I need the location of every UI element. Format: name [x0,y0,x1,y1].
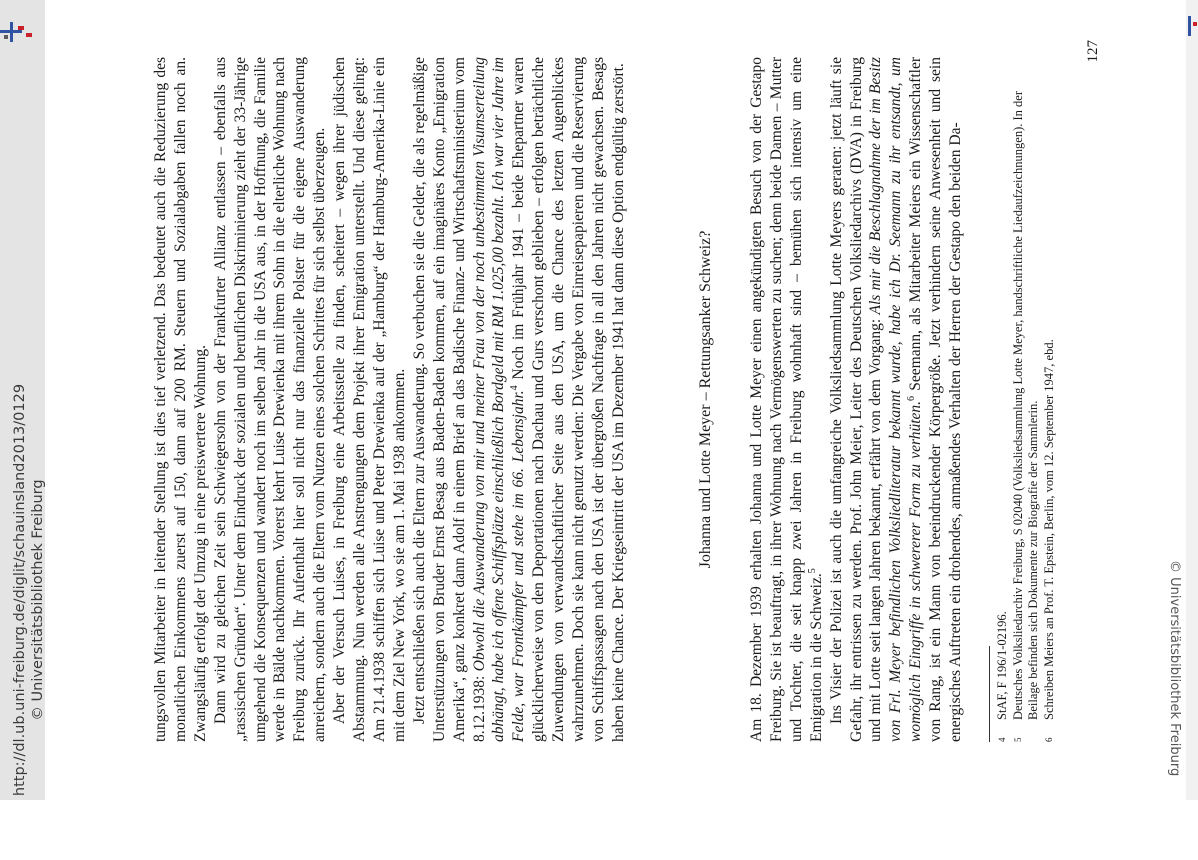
footnote-divider [989,646,990,742]
footnote-ref[interactable]: 5 [806,568,818,574]
footnote-text: StAF, F 196/1-02196. [995,611,1009,720]
section-heading: Johanna und Lotte Meyer – Rettungsanker Schweiz? [697,230,714,569]
body-text-block-1 [151,57,629,742]
footnote-ref[interactable]: 4 [509,385,521,391]
footnote-number: 4 [997,737,1007,742]
right-viewer-margin [1186,0,1198,800]
footnotes [995,57,1057,742]
footnote-ref[interactable]: 6 [906,395,918,401]
paragraph-text: Am 18. Dezember 1939 erhalten Johanna und Lotte Meyer einen angekündigten Besuch von der Gestapo Freiburg. Sie ist beauftragt, in ihrer Wohnung nach Vermögenswerten zu suchen; denn beide Damen – Mutter und Tochter, die seit knapp zwei Jahren in Freiburg wohnhaft sind – bemühen sich intensiv um eine Emigration in die Schweiz. [748,57,825,742]
footnote-text: Schreiben Meiers an Prof. T. Epstein, Berlin, vom 12. September 1947, ebd. [1041,339,1056,720]
footnote [1011,57,1042,742]
quote-text: Obwohl die Auswanderung von mir und meiner Frau von der noch unbestimmten Visumserteilung abhängt, habe ich offene Schiffsplätze einschließlich Bordgeld mit RM 1.025,00 bezahlt. Ich war vier Jahre im Felde, war Frontkämpfer und stehe im 66. Lebensjahr. [470,57,528,742]
paragraph-text: Ins Visier der Polizei ist auch die umfangreiche Volksliedsammlung Lotte Meyers geraten: jetzt läuft sie Gefahr, ihr entrissen zu werden. Prof. John Meier, Leiter des Deutschen Volksliedarchivs (DVA) in Freiburg und mit Lotte seit langen Jahren bekannt, erfährt von dem Vorgang: [827,57,885,742]
scanned-page [45,0,1186,800]
paragraph: Dann wird zu gleichen Zeit sein Schwiegersohn von der Frankfurter Allianz entlassen – ebenfalls aus „rassischen Gründen“. Unter dem Eindruck der sozialen und beruflichen Diskriminierung zieht der 33-Jährige umgehend die Konsequenzen und wandert noch im selben Jahr in die USA aus, in der Hoffnung, die Familie werde in Bälde nachkommen. Vorerst kehrt Luise Drewienka mit ihrem Sohn in die elterliche Wohnung nach Freiburg zurück. Ihr Aufenthalt hier soll nicht nur das finanzielle Polster für die eigene Auswanderung anreichern, sondern auch die Eltern vom Nutzen eines solchen Schrittes für sich selbst überzeugen. [211,57,329,742]
watermark-right: © Universitätsbibliothek Freiburg [1167,560,1182,777]
paragraph-text: Jetzt entschließen sich auch die Eltern zur Auswanderung. So verbuchen sie die Gelder, die als regelmäßige Unterstützungen von Bruder Ernst Besag aus Baden-Baden kommen, auf ein imaginäres Konto „Emigration Amerika“, ganz konkret dann Adolf in einem Brief an das Badische Finanz- und Wirtschaftsministerium vom 8.12.1938: [410,57,488,742]
footnote [995,57,1011,742]
quote-text: Als mir die Beschlagnahme der im Besitz von Frl. Meyer befindlichen Volksliedliteratur bekannt wurde, habe ich Dr. Seemann zu ihr entsandt, um womöglich Eingriffe in schwererer Form zu verhüten. [867,57,925,742]
page-number: 127 [1085,40,1101,63]
paragraph-text: Seemann, als Mitarbeiter Meiers ein Wissenschaftler von Rang, ist ein Mann von beeindruckender Körpergröße. Jetzt verhindern seine Anwesenheit und sein energisches Auftreten ein drohendes, anmaßendes Verhalten der Herren der Gestapo den beiden Da- [907,57,965,742]
footnote-text: Deutsches Volksliedarchiv Freiburg, S 02040 (Volksliedsammlung Lotte Meyer, handschriftliche Liedaufzeichnungen). In der Beilage befinden sich Dokumente zur Biografie der Sammlerin. [1010,91,1040,720]
paragraph: Aber der Versuch Luises, in Freiburg eine Arbeitsstelle zu finden, scheitert – wegen ihrer jüdischen Abstammung. Nun werden alle Anstrengungen dem Projekt ihrer Emigration unterstellt. Und diese gelingt: Am 21.4.1938 schiffen sich Luise und Peter Drewienka auf der „Hamburg“ der Hamburg-Amerika-Linie ein mit dem Ziel New York, wo sie am 1. Mai 1938 ankommen. [331,57,408,742]
paragraph: tungsvollen Mitarbeiter in leitender Stellung ist dies tief verletzend. Das bedeutet auch die Reduzierung des monatlichen Einkommens zuerst auf 150, dann auf 200 RM. Steuern und Sozialabgaben fallen noch an. Zwangsläufig erfolgt der Umzug in eine preiswertere Wohnung. [152,57,209,742]
footnote [1042,57,1058,742]
watermark-copyright: © Universitätsbibliothek Freiburg [30,479,46,721]
footnote-number: 6 [1043,737,1054,742]
paragraph [410,57,629,742]
paragraph [747,57,827,742]
paragraph-text: Noch im Frühjahr 1941 – beide Ehepartner waren glücklicherweise von den Deportationen nach Dachau und Gurs verschont geblieben – erfolgen beträchtliche Zuwendungen von verwandtschaftlicher Seite aus den USA, um die Chance des letzten Augenblickes wahrzunehmen. Doch sie kann nicht genutzt werden: Die Vergabe von Einreisepapieren und die Reservierung von Schiffspassagen nach den USA ist der übergroßen Nachfrage in all den Jahren nicht gewachsen. Besags haben keine Chance. Der Kriegseintritt der USA im Dezember 1941 hat dann diese Option endgültig zerstört. [510,57,627,742]
footnote-number: 5 [1012,737,1023,742]
paragraph [827,57,966,742]
body-text-block-2 [747,57,966,742]
library-logo-icon [1188,16,1198,38]
watermark-url: http://dl.ub.uni-freiburg.de/diglit/schauinsland2013/0129 [12,383,28,797]
